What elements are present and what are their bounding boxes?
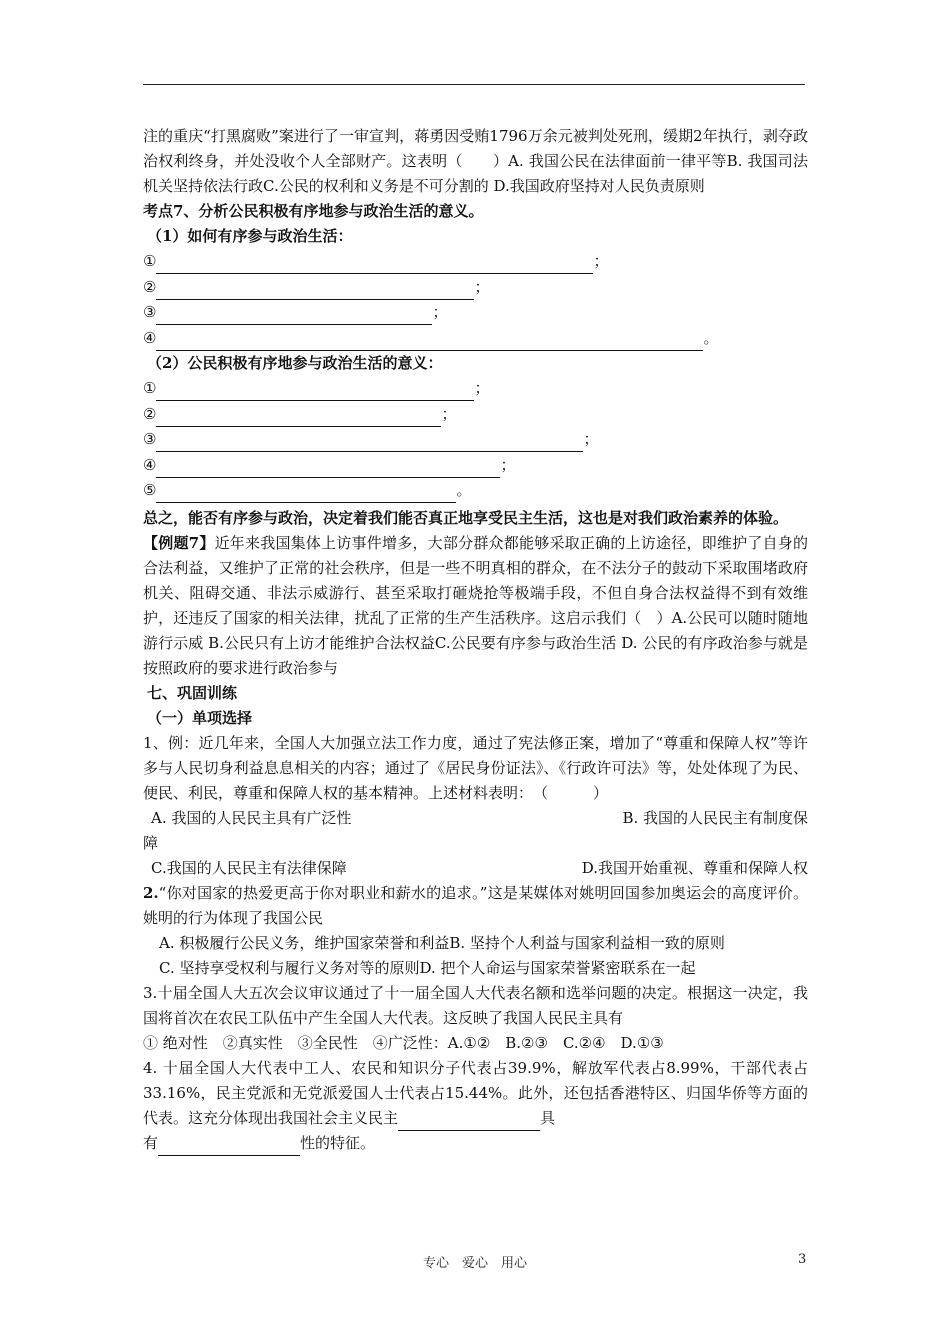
- page-content: [143, 124, 808, 1156]
- q2-stem: [143, 881, 808, 931]
- answer-blank[interactable]: [156, 458, 500, 478]
- answer-blank[interactable]: [156, 331, 703, 351]
- q4-end: 性的特征。: [300, 1133, 376, 1152]
- answer-blank[interactable]: [156, 483, 456, 503]
- item-end: 。: [703, 328, 719, 347]
- q3-stem: 3.十届全国人大五次会议审议通过了十一届全国人大代表名额和选举问题的决定。根据这一决定，我国将首次在农民工队伍中产生全国人大代表。这反映了我国人民民主具有: [143, 983, 808, 1027]
- item-marker: ①: [143, 379, 157, 397]
- q1-options-ab: [143, 806, 808, 831]
- q4-stem: [143, 1056, 808, 1131]
- q4-line2: [143, 1131, 808, 1156]
- q1-option-b: B. 我国的人民民主有制度保: [622, 808, 808, 827]
- example7-text: 近年来我国集体上访事件增多，大部分群众都能够采取正确的上访途径，即维护了自身的合法利益，又维护了正常的社会秩序，但是一些不明真相的群众，在不法分子的鼓动下采取围堵政府机关、阻碍交通、非法示威游行、甚至采取打砸烧抢等极端手段，不但自身合法权益得不到有效维护，还违反了国家的相关法律，扰乱了正常的生产生活秩序。这启示我们（ ）A.公民可以随时随地游行示威 B.公民只有上访才能维护合法权益C.公民要有序参与政治生活 D. 公民的有序政治参与就是按照政府的要求进行政治参与: [143, 533, 809, 677]
- part2-item-4: [143, 453, 808, 479]
- q2-stem-text: “你对国家的热爱更高于你对职业和薪水的追求。”这是某媒体对姚明回国参加奥运会的高度评价。姚明的行为体现了我国公民: [143, 883, 808, 927]
- q1-option-d: D.我国开始重视、尊重和保障人权: [581, 858, 808, 877]
- answer-blank[interactable]: [156, 254, 593, 274]
- q4-line2-start: 有: [143, 1133, 159, 1152]
- item-marker: ④: [143, 455, 157, 474]
- kaodian7-summary: 总之，能否有序参与政治，决定着我们能否真正地享受民主生活，这也是对我们政治素养的体验。: [143, 508, 789, 527]
- part1-title: （1）如何有序参与政治生活：: [147, 227, 353, 245]
- item-marker: ②: [143, 277, 157, 296]
- example7-label: 【例题7】: [143, 533, 215, 552]
- item-end: ；: [474, 277, 490, 296]
- item-marker: ③: [143, 430, 157, 448]
- item-end: ；: [500, 455, 516, 474]
- item-end: ；: [593, 252, 609, 270]
- q4-stem-text: 4. 十届全国人大代表中工人、农民和知识分子代表占39.9%，解放军代表占8.99%，干部代表占33.16%，民主党派和无党派爱国人士代表占15.44%。此外，还包括香港特区、归国华侨等方面的代表。这充分体现出我国社会主义民主: [143, 1058, 808, 1127]
- q2-options-ab: A. 积极履行公民义务，维护国家荣誉和利益B. 坚持个人利益与国家利益相一致的原则: [159, 933, 725, 952]
- q1-option-c: C.我国的人民民主有法律保障: [151, 858, 347, 877]
- part1-item-2: [143, 275, 808, 301]
- part1-item-3: [143, 300, 808, 326]
- item-end: ；: [583, 430, 599, 448]
- part2-item-2: [143, 402, 808, 428]
- q2-number: 2.: [143, 883, 159, 902]
- item-marker: ⑤: [143, 481, 157, 499]
- q1-option-a: A. 我国的人民民主具有广泛性: [151, 808, 352, 827]
- part2-item-5: [143, 478, 808, 504]
- section7-subtitle: （一）单项选择: [147, 708, 253, 727]
- answer-blank[interactable]: [156, 280, 474, 300]
- page-number: 3: [798, 1252, 807, 1267]
- part1-item-4: [143, 326, 808, 352]
- q1-stem: 1、例：近几年来，全国人大加强立法工作力度，通过了宪法修正案，增加了“尊重和保障人权”等许多与人民切身利益息息相关的内容；通过了《居民身份证法》、《行政许可法》等，处处体现了为民、便民、利民，尊重和保障人权的基本精神。上述材料表明： （ ）: [143, 733, 808, 802]
- answer-blank[interactable]: [156, 305, 432, 325]
- q2-options-cd: C. 坚持享受权利与履行义务对等的原则D. 把个人命运与国家荣誉紧密联系在一起: [159, 958, 696, 977]
- item-end: ；: [474, 379, 490, 397]
- q4-blank-1[interactable]: [398, 1112, 540, 1131]
- part2-title: （2）公民积极有序地参与政治生活的意义：: [147, 354, 443, 372]
- q3-options: ① 绝对性 ②真实性 ③全民性 ④广泛性：A.①② B.②③ C.②④ D.①③: [143, 1033, 664, 1052]
- footer-motto: 专心 爱心 用心: [422, 1256, 527, 1271]
- item-marker: ②: [143, 404, 157, 423]
- item-end: ；: [441, 404, 457, 423]
- example7: [143, 531, 808, 681]
- answer-blank[interactable]: [156, 432, 583, 452]
- part2-item-3: [143, 427, 808, 453]
- item-marker: ④: [143, 328, 157, 347]
- answer-blank[interactable]: [156, 381, 474, 401]
- q1-options-cd: [143, 856, 808, 881]
- intro-paragraph: 注的重庆“打黑腐败”案进行了一审宣判，蒋勇因受贿1796万余元被判处死刑，缓期2年执行，剥夺政治权利终身，并处没收个人全部财产。这表明（ ）A. 我国公民在法律面前一律平等B. 我国司法机关坚持依法行政C.公民的权利和义务是不可分割的 D.我国政府坚持对人民负责原则: [143, 127, 808, 195]
- q1-option-b-continued: 障: [143, 833, 159, 852]
- kaodian7-title: 考点7、分析公民积极有序地参与政治生活的意义。: [143, 202, 484, 220]
- part2-item-1: [143, 376, 808, 402]
- item-end: ；: [432, 303, 448, 321]
- item-end: 。: [456, 481, 472, 499]
- answer-blank[interactable]: [156, 407, 441, 427]
- part1-item-1: [143, 249, 808, 275]
- section7-title: 七、巩固训练: [147, 683, 238, 702]
- header-rule: [143, 84, 805, 85]
- q4-mid: 具: [540, 1108, 556, 1127]
- q4-blank-2[interactable]: [158, 1137, 300, 1156]
- item-marker: ③: [143, 303, 157, 321]
- item-marker: ①: [143, 252, 157, 270]
